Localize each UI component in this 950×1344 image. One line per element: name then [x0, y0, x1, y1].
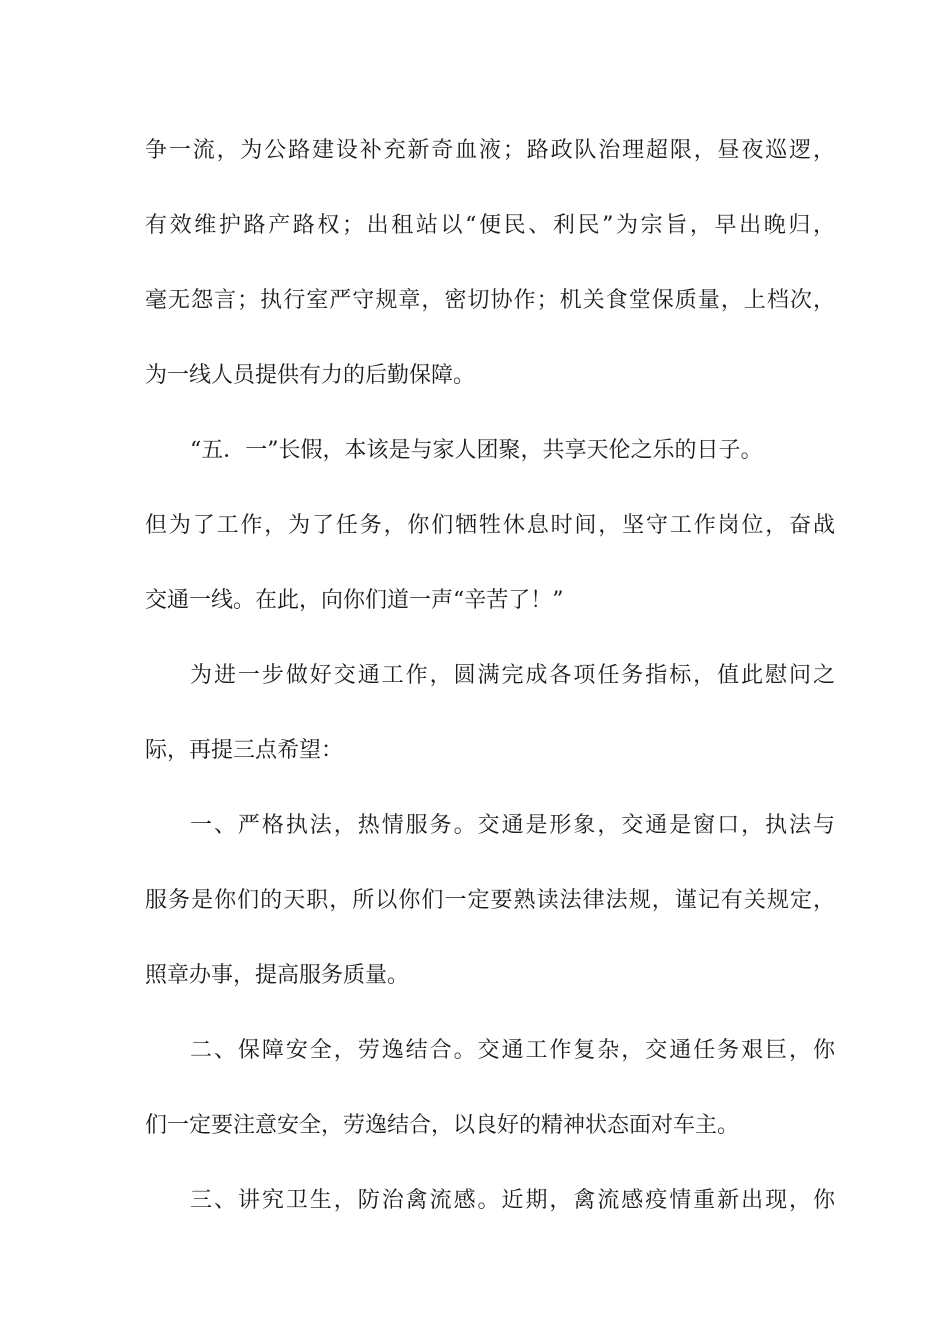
text-line: 有效维护路产路权；出租站以“便民、利民”为宗旨，早出晚归，: [145, 213, 835, 238]
paragraph-first-line: 三、讲究卫生，防治禽流感。近期，禽流感疫情重新出现，你: [190, 1188, 835, 1213]
text-line: 交通一线。在此，向你们道一声“辛苦了！”: [145, 588, 564, 613]
text-line: 们一定要注意安全，劳逸结合，以良好的精神状态面对车主。: [145, 1113, 740, 1138]
paragraph-first-line: 为进一步做好交通工作，圆满完成各项任务指标，值此慰问之: [190, 663, 835, 688]
paragraph-first-line: 一、严格执法，热情服务。交通是形象，交通是窗口，执法与: [190, 813, 835, 838]
text-line: 照章办事，提高服务质量。: [145, 963, 410, 988]
text-line: 但为了工作，为了任务，你们牺牲休息时间，坚守工作岗位，奋战: [145, 513, 835, 538]
text-line: 毫无怨言；执行室严守规章，密切协作；机关食堂保质量，上档次，: [145, 288, 835, 313]
paragraph-first-line: 二、保障安全，劳逸结合。交通工作复杂，交通任务艰巨，你: [190, 1038, 835, 1063]
text-line: 为一线人员提供有力的后勤保障。: [145, 363, 476, 388]
text-line: 服务是你们的天职，所以你们一定要熟读法律法规，谨记有关规定，: [145, 888, 835, 913]
text-line: 争一流，为公路建设补充新奇血液；路政队治理超限，昼夜巡逻，: [145, 138, 835, 163]
text-line: 际，再提三点希望：: [145, 738, 344, 763]
paragraph-first-line: “五．一”长假，本该是与家人团聚，共享天伦之乐的日子。: [190, 438, 763, 463]
